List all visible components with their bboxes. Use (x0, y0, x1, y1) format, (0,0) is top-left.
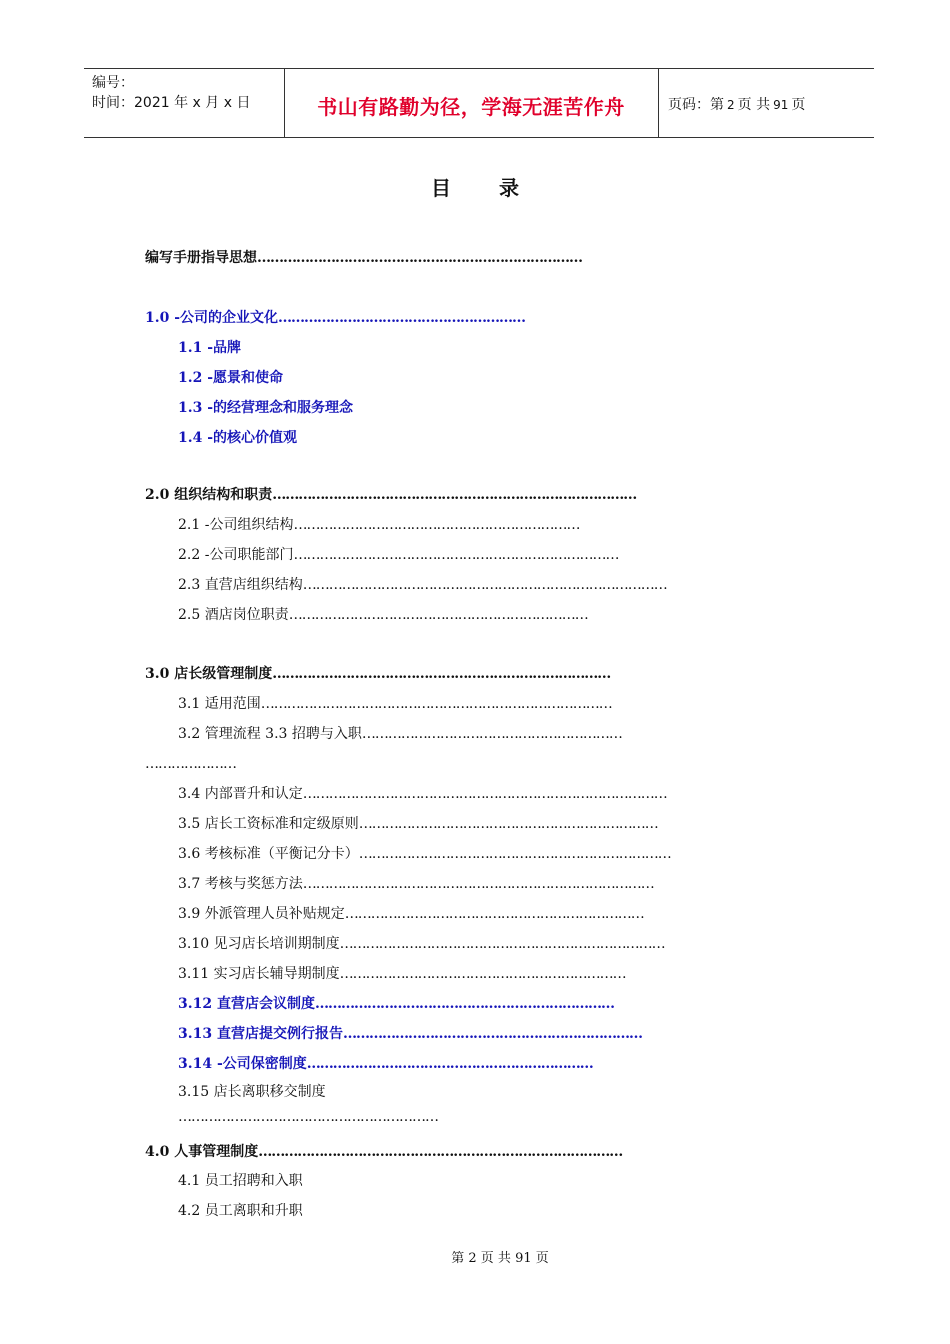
toc-entry[interactable] (178, 338, 241, 358)
toc-entry-title: 3.5 店长工资标准和定级原则 (178, 816, 359, 832)
toc-entry-title: 3.10 见习店长培训期制度 (178, 936, 340, 952)
toc-title: 目录 (431, 176, 567, 200)
toc-entry-title: 3.7 考核与奖惩方法 (178, 876, 303, 892)
toc-entry[interactable] (178, 1107, 438, 1127)
toc-entry-title: 3.11 实习店长辅导期制度 (178, 966, 340, 982)
toc-entry-title: 编写手册指导思想 (145, 250, 257, 266)
toc-entry-title: 2.0 组织结构和职责 (145, 487, 273, 503)
toc-entry-title: 3.12 直营店会议制度 (178, 996, 315, 1012)
toc-entry-leader-dots: ………………………………………………………………………… (302, 577, 667, 593)
toc-entry[interactable] (178, 784, 667, 804)
toc-entry[interactable] (178, 814, 658, 834)
toc-entry[interactable] (178, 1082, 326, 1102)
toc-entry[interactable] (145, 248, 582, 268)
toc-entry[interactable] (178, 545, 618, 565)
toc-entry-title: 3.15 店长离职移交制度 (178, 1084, 326, 1100)
toc-entry[interactable] (178, 724, 622, 744)
toc-entry-leader-dots: …………………………………………………………… (314, 996, 614, 1012)
toc-entry[interactable] (178, 1024, 642, 1044)
toc-entry-title: 4.1 员工招聘和入职 (178, 1173, 303, 1189)
toc-entry-title: 2.3 直营店组织结构 (178, 577, 303, 593)
toc-entry-leader-dots: ……………………………………………………………………… (260, 696, 612, 712)
toc-entry-leader-dots: ………………………………………………………… (293, 517, 580, 533)
toc-entry-leader-dots: ………………………………………………………………………… (302, 786, 667, 802)
toc-entry-leader-dots: ………………… (145, 756, 236, 772)
toc-entry[interactable] (178, 605, 588, 625)
toc-entry[interactable] (178, 994, 614, 1014)
toc-entry[interactable] (178, 1171, 303, 1191)
toc-entry[interactable] (178, 964, 626, 984)
toc-entry-leader-dots: ……………………………………………………………………… (302, 876, 654, 892)
toc-entry-title: 1.4 -的核心价值观 (178, 430, 298, 446)
toc-entry-leader-dots: …………………………………………………………… (344, 906, 644, 922)
toc-entry-leader-dots: …………………………………………………… (178, 1109, 438, 1125)
toc-entry-title: 3.2 管理流程 3.3 招聘与入职 (178, 726, 362, 742)
document-time-label: 时间：2021 年 x 月 x 日 (92, 95, 251, 111)
toc-entry-title: 3.4 内部晋升和认定 (178, 786, 303, 802)
page-suffix: 页 (791, 97, 806, 113)
toc-entry-title: 2.5 酒店岗位职责 (178, 607, 289, 623)
toc-entry-title: 1.1 -品牌 (178, 340, 242, 356)
toc-entry-title: 3.6 考核标准（平衡记分卡） (178, 846, 359, 862)
toc-entry-title: 1.3 -的经营理念和服务理念 (178, 400, 354, 416)
toc-entry[interactable] (145, 754, 236, 774)
page-mid: 页 共 (737, 97, 771, 113)
toc-entry-leader-dots: …………………………………………………………… (342, 1026, 642, 1042)
toc-entry-title: 3.9 外派管理人员补贴规定 (178, 906, 345, 922)
page-current: 2 (727, 98, 735, 112)
toc-entry[interactable] (178, 934, 665, 954)
page-prefix: 页码：第 (668, 97, 724, 113)
toc-entry-leader-dots: …………………………………………………………………… (272, 666, 611, 682)
toc-entry[interactable] (178, 368, 283, 388)
toc-entry[interactable] (178, 694, 612, 714)
toc-entry[interactable] (178, 398, 353, 418)
toc-entry[interactable] (145, 664, 610, 684)
header-motto: 书山有路勤为径，学海无涯苦作舟 (317, 95, 625, 119)
footer-prefix: 第 (451, 1251, 465, 1266)
toc-entry-title: 3.0 店长级管理制度 (145, 666, 273, 682)
page-footer (0, 1247, 950, 1266)
page-total: 91 (773, 98, 789, 112)
toc-entry[interactable] (178, 428, 297, 448)
toc-entry-title: 1.2 -愿景和使命 (178, 370, 284, 386)
toc-entry-leader-dots: …………………………………………………… (361, 726, 622, 742)
toc-entry-title: 1.0 -公司的企业文化 (145, 310, 279, 326)
toc-entry-title: 2.1 -公司组织结构 (178, 517, 294, 533)
toc-entry[interactable] (178, 904, 644, 924)
toc-entry-leader-dots: ………………………………………………………………… (293, 547, 619, 563)
toc-entry-leader-dots: ………………………………………………………… (306, 1056, 593, 1072)
toc-entry-title: 4.2 员工离职和升职 (178, 1203, 303, 1219)
toc-entry-leader-dots: ………………………………………………………… (339, 966, 626, 982)
toc-entry-leader-dots: ………………………………………………… (278, 310, 526, 326)
toc-entry-leader-dots: ………………………………………………………………………… (272, 487, 637, 503)
toc-entry[interactable] (145, 1142, 622, 1162)
toc-entry[interactable] (178, 575, 667, 595)
footer-current: 2 (468, 1251, 477, 1266)
toc-entry-leader-dots: ……………………………………………………………… (358, 846, 671, 862)
toc-entry[interactable] (145, 485, 636, 505)
toc-entry-title: 3.1 适用范围 (178, 696, 261, 712)
toc-entry-title: 3.14 -公司保密制度 (178, 1056, 307, 1072)
toc-entry-title: 2.2 -公司职能部门 (178, 547, 294, 563)
toc-entry[interactable] (145, 308, 525, 328)
toc-entry-title: 4.0 人事管理制度 (145, 1144, 259, 1160)
footer-total: 91 (515, 1251, 532, 1266)
toc-entry-leader-dots: …………………………………………………………… (358, 816, 658, 832)
toc-entry-leader-dots: ………………………………………………………………………… (258, 1144, 623, 1160)
toc-entry[interactable] (178, 1054, 593, 1074)
footer-suffix: 页 (535, 1251, 549, 1266)
toc-entry-leader-dots: ………………………………………………………………… (257, 250, 582, 266)
footer-mid: 页 共 (480, 1251, 511, 1266)
toc-entry[interactable] (178, 1201, 303, 1221)
toc-entry[interactable] (178, 844, 671, 864)
toc-entry[interactable] (178, 874, 654, 894)
toc-entry-leader-dots: …………………………………………………………… (288, 607, 588, 623)
toc-entry-leader-dots: ………………………………………………………………… (339, 936, 665, 952)
toc-entry[interactable] (178, 515, 579, 535)
document-number-label: 编号： (92, 75, 134, 91)
toc-entry-title: 3.13 直营店提交例行报告 (178, 1026, 343, 1042)
